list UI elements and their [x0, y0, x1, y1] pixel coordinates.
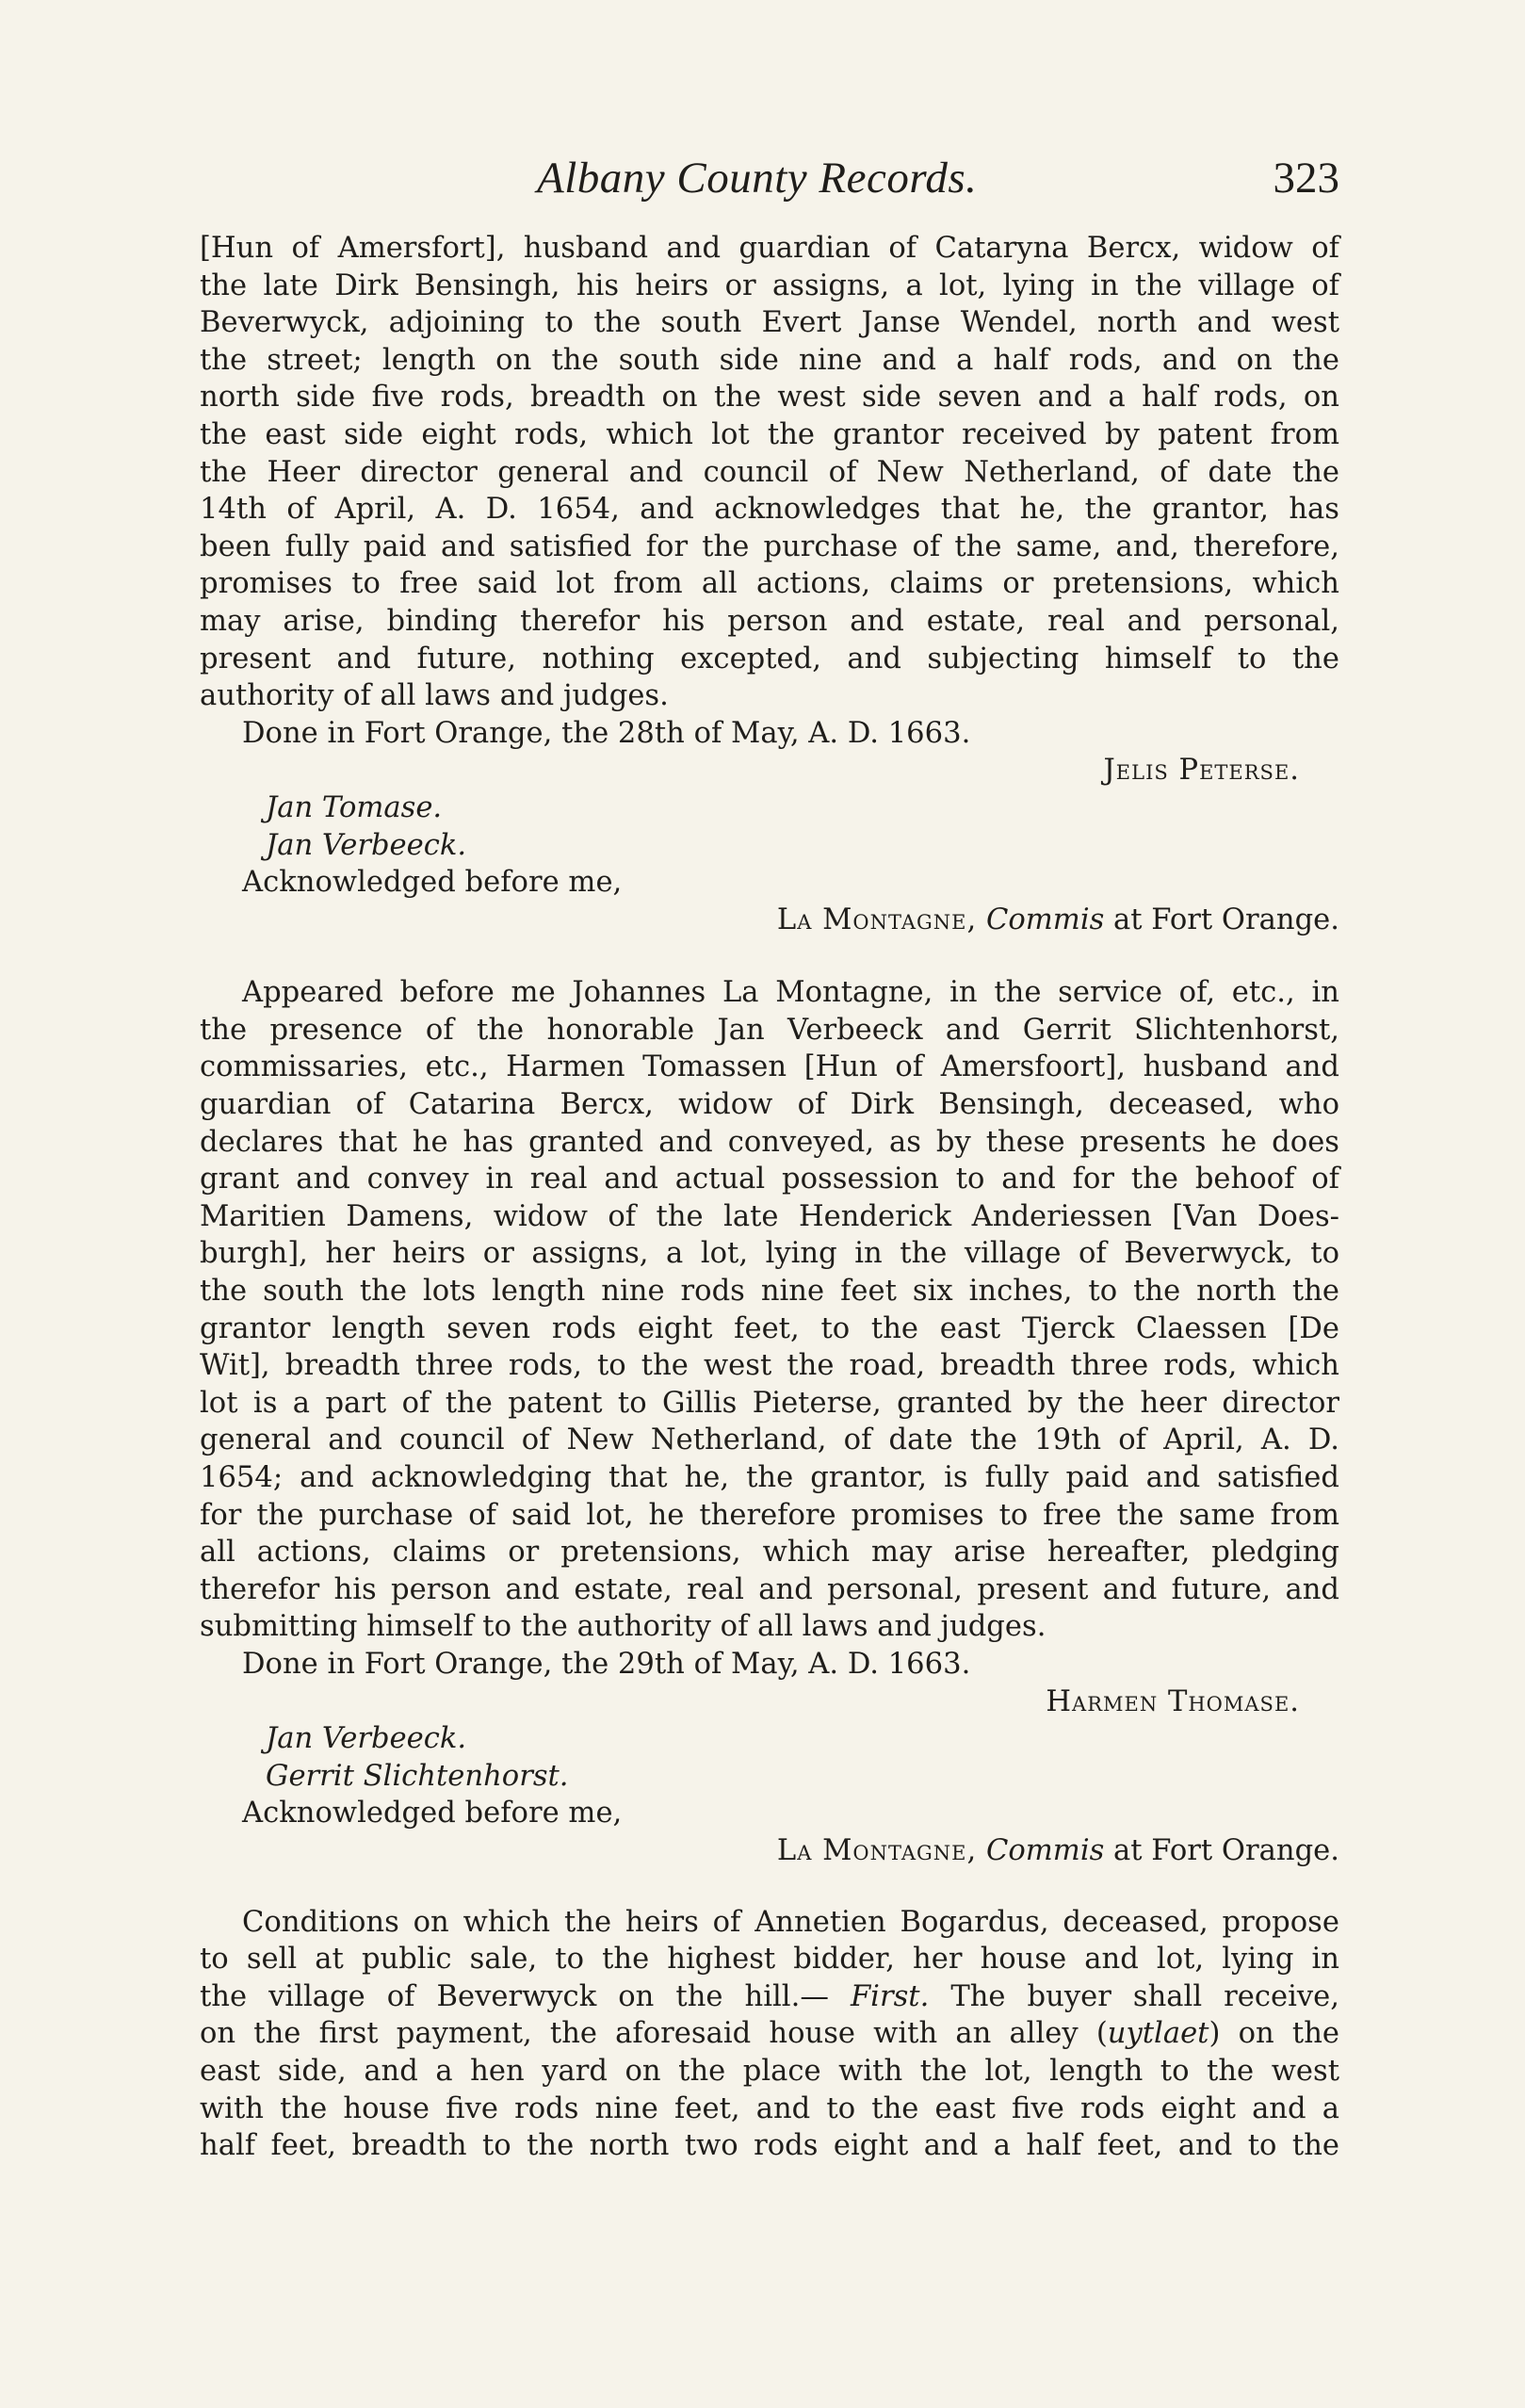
text-line: lot is a part of the patent to Gillis Pieterse, granted by the heer director: [200, 1386, 1339, 1420]
body-text: [200, 230, 1339, 2165]
text-line: guardian of Catarina Bercx, widow of Dirk Bensingh, deceased, who: [200, 1088, 1339, 1122]
officer-place: at Fort Orange.: [1113, 903, 1339, 936]
text-line: north side five rods, breadth on the west side seven and a half rods, on: [200, 381, 1339, 415]
text-line: the south the lots length nine rods nine feet six inches, to the north the: [200, 1275, 1339, 1309]
text-line: burgh], her heirs or assigns, a lot, lying in the village of Beverwyck, to: [200, 1237, 1339, 1271]
witness-signature: Jan Verbeeck.: [266, 828, 467, 862]
officer-title: Commis: [985, 1833, 1105, 1867]
text-line: the east side eight rods, which lot the grantor received by patent from: [200, 417, 1339, 451]
text-run: on the first payment, the aforesaid house with an alley (: [200, 2017, 1108, 2051]
text-line: grant and convey in real and actual possession to and for the behoof of: [200, 1163, 1339, 1196]
text-line: the presence of the honorable Jan Verbeeck and Gerrit Slichtenhorst,: [200, 1013, 1339, 1047]
grantor-signature: Harmen Thomase.: [1046, 1684, 1300, 1718]
text-line: to sell at public sale, to the highest bidder, her house and lot, lying in: [200, 1943, 1339, 1977]
text-line: Beverwyck, adjoining to the south Evert Janse Wendel, north and west: [200, 306, 1339, 340]
text-line: with the house five rods nine feet, and to the east five rods eight and a: [200, 2091, 1339, 2125]
text-line: may arise, binding therefor his person and estate, real and personal,: [200, 604, 1339, 638]
text-line: present and future, nothing excepted, and subjecting himself to the: [200, 642, 1339, 675]
text-line: [200, 1978, 1339, 2016]
text-line: the late Dirk Bensingh, his heirs or assigns, a lot, lying in the village of: [200, 268, 1339, 302]
witness-signature: Jan Tomase.: [266, 790, 443, 824]
acknowledgement: Acknowledged before me,: [242, 1797, 623, 1830]
text-line: for the purchase of said lot, he therefore promises to free the same from: [200, 1498, 1339, 1532]
paragraph-gap: [200, 1870, 1339, 1904]
text-run: the village of Beverwyck on the hill.—: [200, 1979, 851, 2013]
date-line: Done in Fort Orange, the 28th of May, A. D. 1663.: [242, 716, 971, 750]
grantor-signature: Jelis Peterse.: [1103, 754, 1300, 788]
text-line: promises to free said lot from all actions, claims or pretensions, which: [200, 567, 1339, 601]
paragraph-gap: [200, 938, 1339, 974]
text-line: Wit], breadth three rods, to the west the road, breadth three rods, which: [200, 1349, 1339, 1383]
text-line: east side, and a hen yard on the place with the lot, length to the west: [200, 2054, 1339, 2088]
officer-title: Commis: [985, 903, 1105, 936]
text-line: declares that he has granted and conveyed, as by these presents he does: [200, 1125, 1339, 1159]
deed-1: [200, 230, 1339, 938]
text-line: grantor length seven rods eight feet, to the east Tjerck Claessen [De: [200, 1311, 1339, 1345]
conditions-paragraph: [200, 1904, 1339, 2165]
text-line: authority of all laws and judges.: [200, 679, 669, 713]
text-line: the Heer director general and council of New Netherland, of date the: [200, 455, 1339, 489]
page-number: 323: [1273, 154, 1339, 203]
text-line: therefor his person and estate, real and personal, present and future, and: [200, 1572, 1339, 1606]
witness-signature: Jan Verbeeck.: [266, 1722, 467, 1756]
text-line: [200, 2015, 1339, 2053]
text-line: 1654; and acknowledging that he, the grantor, is fully paid and satisfied: [200, 1461, 1339, 1494]
text-run-italic: First.: [850, 1979, 930, 2013]
text-line: Conditions on which the heirs of Annetien Bogardus, deceased, propose: [242, 1905, 1339, 1939]
officer-place: at Fort Orange.: [1113, 1833, 1339, 1867]
text-line: all actions, claims or pretensions, which may arise hereafter, pledging: [200, 1536, 1339, 1570]
officer-signature: [200, 902, 1339, 939]
text-line: half feet, breadth to the north two rods eight and a half feet, and to the: [200, 2129, 1339, 2163]
text-line: Maritien Damens, widow of the late Henderick Anderiessen [Van Does-: [200, 1199, 1339, 1233]
text-run: ) on the: [1209, 2017, 1339, 2051]
text-run: The buyer shall receive,: [929, 1979, 1339, 2013]
text-line: 14th of April, A. D. 1654, and acknowledges that he, the grantor, has: [200, 493, 1339, 527]
text-line: commissaries, etc., Harmen Tomassen [Hun of Amersfoort], husband and: [200, 1050, 1339, 1084]
running-title: Albany County Records.: [537, 154, 978, 203]
officer-name: La Montagne,: [776, 1833, 978, 1867]
text-line: [Hun of Amersfort], husband and guardian of Cataryna Bercx, widow of: [200, 232, 1339, 265]
deed-2: [200, 974, 1339, 1869]
text-line: been fully paid and satisfied for the purchase of the same, and, therefore,: [200, 529, 1339, 563]
text-line: submitting himself to the authority of all laws and judges.: [200, 1610, 1046, 1644]
text-line: the street; length on the south side nine and a half rods, and on the: [200, 343, 1339, 377]
text-line: general and council of New Netherland, of date the 19th of April, A. D.: [200, 1424, 1339, 1457]
text-run-italic: uytlaet: [1107, 2017, 1209, 2051]
text-line: Appeared before me Johannes La Montagne, in the service of, etc., in: [242, 976, 1339, 1010]
acknowledgement: Acknowledged before me,: [242, 866, 623, 900]
officer-name: La Montagne,: [776, 903, 978, 936]
witness-signature: Gerrit Slichtenhorst.: [266, 1759, 569, 1793]
date-line: Done in Fort Orange, the 29th of May, A. D. 1663.: [242, 1647, 971, 1681]
officer-signature: [200, 1832, 1339, 1870]
page-header: [198, 153, 1339, 209]
